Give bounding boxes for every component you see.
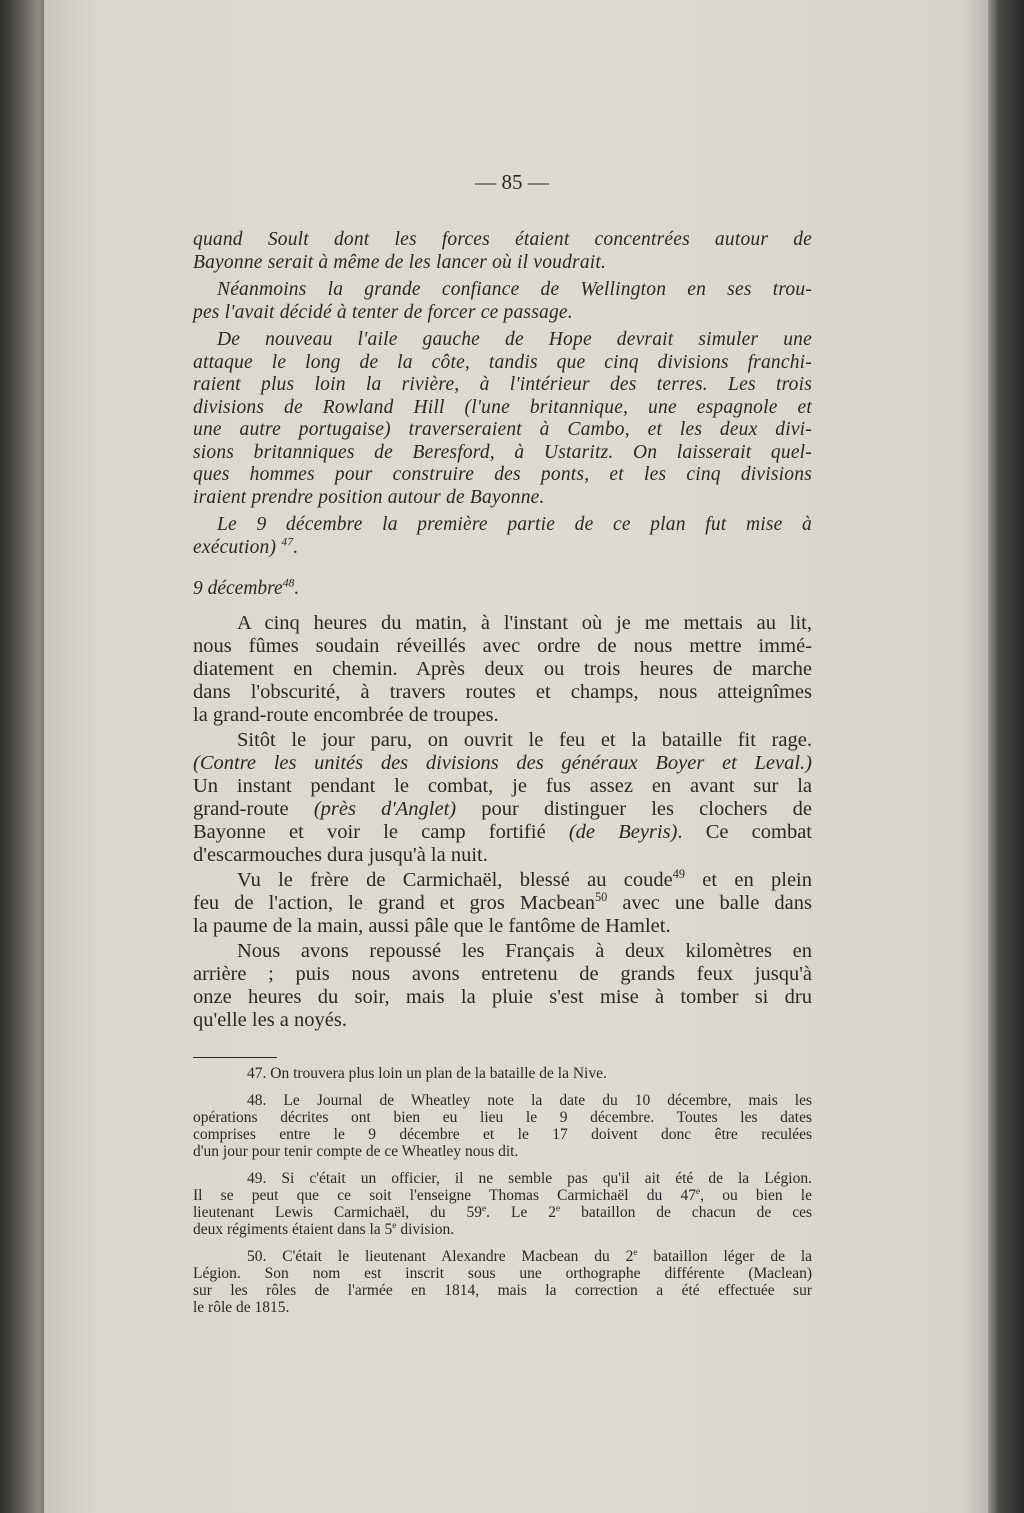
text-run: la paume de la main, aussi pâle que le fantôme de Hamlet. (193, 915, 671, 937)
text-line (193, 442, 812, 465)
italic-narrative (193, 229, 812, 559)
text-line (193, 1009, 812, 1032)
journal-text (193, 610, 812, 1032)
text-run: comprises entre le 9 décembre et le 17 doivent donc être reculées (193, 1126, 812, 1143)
text-run: A cinq heures du matin, à l'instant où je me mettais au lit, (237, 612, 812, 634)
text-run: et en plein (684, 869, 812, 891)
text-line (193, 419, 812, 442)
text-run: raient plus loin la rivière, à l'intérieur des terres. Les trois (193, 374, 812, 395)
footnote (193, 1248, 812, 1316)
text-run: le rôle de 1815. (193, 1299, 290, 1316)
paragraph (193, 329, 812, 509)
italic-run: (Contre les unités des divisions des généraux Boyer et Leval.) (193, 752, 812, 774)
italic-run: (près d'Anglet) (313, 798, 457, 820)
text-run: bataillon de chacun de ces (560, 1204, 812, 1221)
text-run: Bayonne serait à même de les lancer où il voudrait. (193, 251, 607, 273)
paragraph (193, 869, 812, 938)
text-line (193, 1248, 812, 1265)
footnote-ref: e (696, 1186, 701, 1197)
text-run: opérations décrites ont bien eu lieu le 9 décembre. Toutes les dates (193, 1109, 812, 1126)
text-line (193, 729, 812, 752)
text-run: arrière ; puis nous avons entretenu de grands feux jusqu'à (193, 963, 812, 985)
text-run: Nous avons repoussé les Français à deux kilomètres en (237, 940, 812, 962)
text-run: Vu le frère de Carmichaël, blessé au coude (237, 869, 673, 891)
text-line (193, 1065, 812, 1082)
text-run: pour distinguer les clochers de (456, 798, 813, 820)
text-run: 50. C'était le lieutenant Alexandre Macbean du 2 (247, 1248, 634, 1265)
text-run: , ou bien le (700, 1187, 812, 1204)
text-line (193, 1092, 812, 1109)
text-run: iraient prendre position autour de Bayonne. (193, 486, 545, 508)
text-line (193, 915, 812, 938)
text-run: sur les rôles de l'armée en 1814, mais la correction a été effectuée sur (193, 1282, 812, 1299)
text-line (193, 844, 812, 867)
paragraph (193, 612, 812, 727)
text-run: Sitôt le jour paru, on ouvrit le feu et la bataille fit rage. (237, 729, 812, 751)
text-run: qu'elle les a noyés. (193, 1009, 347, 1031)
text-line (193, 752, 812, 775)
text-run: 49. Si c'était un officier, il ne semble pas qu'il ait été de la Légion. (247, 1170, 812, 1187)
text-line (193, 1109, 812, 1126)
text-line (193, 1282, 812, 1299)
text-line (193, 658, 812, 681)
text-run: Bayonne et voir le camp fortifié (193, 821, 569, 843)
text-run: . Ce combat (677, 821, 812, 843)
text-run: . Le 2 (486, 1204, 557, 1221)
text-run: attaque le long de la côte, tandis que cinq divisions franchi- (193, 351, 812, 373)
text-line (193, 1221, 812, 1238)
text-line (193, 704, 812, 727)
text-line (193, 798, 812, 821)
text-line (193, 1299, 812, 1316)
footnote-ref: e (556, 1203, 561, 1214)
footnote-ref: 48 (282, 576, 295, 590)
footnote-separator (193, 1057, 277, 1058)
text-line (193, 612, 812, 635)
text-run: d'un jour pour tenir compte de ce Wheatley nous dit. (193, 1143, 519, 1160)
text-run: sions britanniques de Beresford, à Ustaritz. On laisserait quel- (193, 441, 812, 463)
footnotes (193, 1065, 812, 1316)
text-line (193, 821, 812, 844)
text-run: Un instant pendant le combat, je fus assez en avant sur la (193, 775, 812, 797)
paragraph (193, 729, 812, 867)
paragraph (193, 279, 812, 324)
text-run: . (294, 578, 300, 599)
italic-run: (de Beyris) (568, 821, 678, 843)
text-run: la grand-route encombrée de troupes. (193, 704, 499, 726)
paragraph (193, 229, 812, 274)
page-number: — 85 — (475, 170, 549, 194)
footnote-ref: 49 (672, 867, 685, 882)
text-line (193, 986, 812, 1009)
text-run: lieutenant Lewis Carmichaël, du 59 (193, 1204, 483, 1221)
text-line (193, 1204, 812, 1221)
text-run: Légion. Son nom est inscrit sous une orthographe différente (Maclean) (193, 1265, 812, 1282)
footnote-ref: e (392, 1220, 397, 1231)
footnote (193, 1092, 812, 1160)
text-line (193, 279, 812, 302)
text-run: 9 décembre (193, 578, 283, 599)
footnote-ref: 50 (595, 890, 608, 905)
text-run: feu de l'action, le grand et gros Macbean (193, 892, 596, 914)
text-run: division. (396, 1221, 455, 1238)
footnote-ref: 47 (281, 535, 294, 548)
text-run: bataillon léger de la (637, 1248, 813, 1265)
text-line (193, 397, 812, 420)
text-run: De nouveau l'aile gauche de Hope devrait simuler une (217, 329, 812, 350)
text-run: nous fûmes soudain réveillés avec ordre de nous mettre immé- (193, 635, 812, 657)
text-line (193, 681, 812, 704)
text-run: diatement en chemin. Après deux ou trois heures de marche (193, 658, 812, 680)
paragraph (193, 940, 812, 1032)
text-run: quand Soult dont les forces étaient concentrées autour de (193, 229, 812, 250)
text-run: une autre portugaise) traverseraient à Cambo, et les deux divi- (193, 419, 812, 440)
text-run: grand-route (193, 798, 314, 820)
text-run: divisions de Rowland Hill (l'une britannique, une espagnole et (193, 396, 812, 418)
footnote-ref: e (633, 1247, 638, 1258)
facing-page-edge (0, 0, 48, 1513)
text-line (193, 302, 812, 325)
text-line (193, 963, 812, 986)
date-heading (193, 578, 812, 600)
text-run: pes l'avait décidé à tenter de forcer ce passage. (193, 301, 573, 323)
text-line (193, 1187, 812, 1204)
text-line (193, 1265, 812, 1282)
page-edge-shadow (988, 0, 1024, 1513)
text-line (193, 487, 812, 510)
text-run: avec une balle dans (607, 892, 813, 914)
footnote-ref: e (482, 1203, 487, 1214)
text-run: deux régiments étaient dans la 5 (193, 1221, 393, 1238)
text-line (193, 869, 812, 892)
text-line (193, 1126, 812, 1143)
text-run: . (293, 536, 299, 558)
text-line (193, 514, 812, 537)
paragraph (193, 514, 812, 559)
text-run: dans l'obscurité, à travers routes et champs, nous atteignîmes (193, 681, 812, 703)
text-run: 47. On trouvera plus loin un plan de la bataille de la Nive. (247, 1065, 607, 1082)
text-line (193, 329, 812, 352)
text-line (193, 537, 812, 560)
text-line (193, 374, 812, 397)
footnote (193, 1065, 812, 1082)
text-line (193, 1170, 812, 1187)
text-run: onze heures du soir, mais la pluie s'est mise à tomber si dru (193, 986, 812, 1008)
text-line (193, 229, 812, 252)
text-line (193, 252, 812, 275)
text-run: ques hommes pour construire des ponts, et les cinq divisions (193, 464, 812, 485)
footnote (193, 1170, 812, 1238)
text-line (193, 892, 812, 915)
text-run: 48. Le Journal de Wheatley note la date du 10 décembre, mais les (247, 1092, 812, 1109)
text-line (193, 464, 812, 487)
text-run: d'escarmouches dura jusqu'à la nuit. (193, 844, 488, 866)
text-run: Il se peut que ce soit l'enseigne Thomas Carmichaël du 47 (193, 1187, 697, 1204)
text-run: exécution) (193, 536, 282, 558)
text-run: Le 9 décembre la première partie de ce plan fut mise à (217, 514, 812, 535)
text-run: Néanmoins la grande confiance de Wellington en ses trou- (217, 279, 812, 300)
text-line (193, 775, 812, 798)
text-line (193, 635, 812, 658)
text-line (193, 1143, 812, 1160)
text-line (193, 352, 812, 375)
text-line (193, 940, 812, 963)
